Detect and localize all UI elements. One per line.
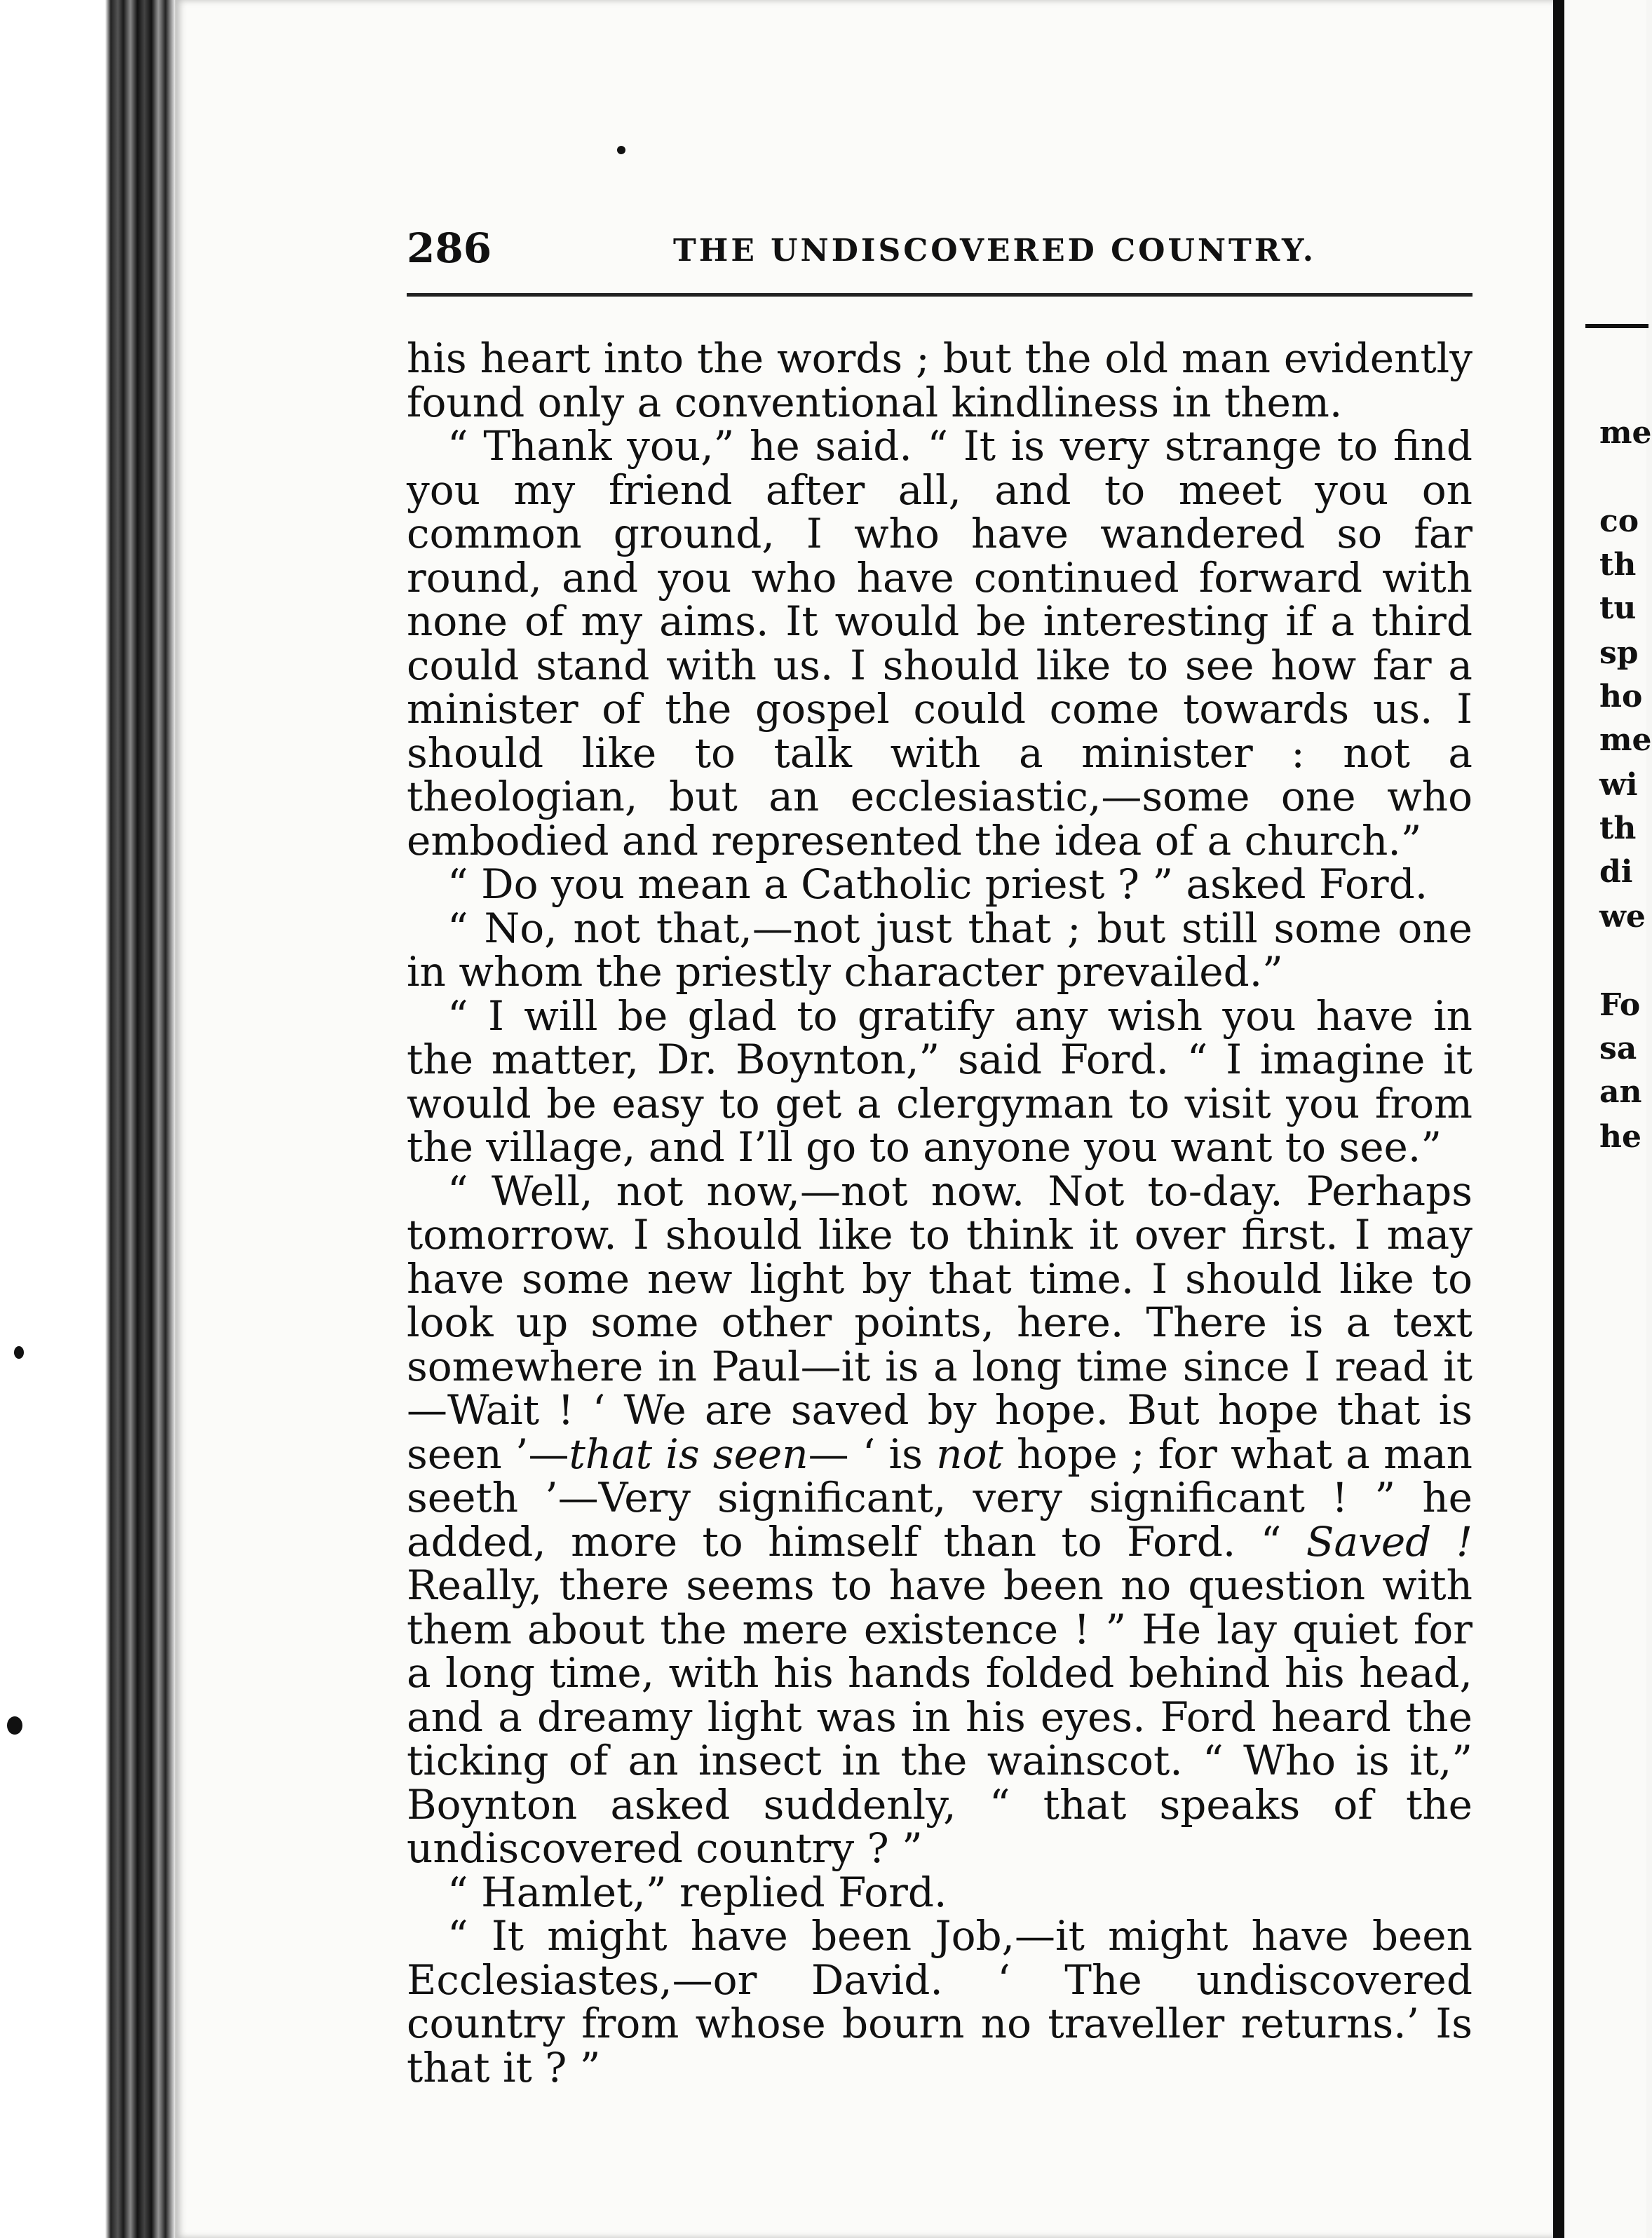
text-run: Really, there seems to have been no question with them about the mere existence ! ” He lay quiet for a long time, with his hands folded behind his head, and a dreamy light was in his eyes. Ford heard the ticking of an insect in the wainscot. “ Who is it,” Boynton asked suddenly, “ that speaks of the undiscovered country ? ” bbox=[407, 1561, 1472, 1872]
facing-page-fragment: tu bbox=[1599, 590, 1637, 626]
page-header bbox=[407, 224, 1472, 273]
italic-text: Saved ! bbox=[1306, 1517, 1473, 1566]
paragraph bbox=[407, 424, 1472, 862]
text-run: “ Well, not now,—not now. Not to-day. Perhaps tomorrow. I should like to think it over first. I may have some new light by that time. I should like to look up some other points, here. There is a text somewhere in Paul—it is a long time since I read it—Wait ! ‘ We are saved by hope. But hope that is seen ’— bbox=[407, 1167, 1472, 1478]
text-run: “ It might have been Job,—it might have been Ecclesiastes,—or David. ‘ The undiscovered country from whose bourn no traveller returns.’ Is that it ? ” bbox=[407, 1912, 1472, 2091]
paragraph bbox=[407, 1868, 1472, 1916]
paragraph bbox=[407, 334, 1472, 426]
facing-page-fragment: me bbox=[1599, 415, 1652, 451]
page-edge-shadow bbox=[1553, 0, 1564, 2238]
paragraph bbox=[407, 1914, 1472, 2089]
text-run: hope ; for what a man seeth ’—Very significant, very significant ! ” he added, more to himself than to Ford. “ bbox=[407, 1430, 1473, 1566]
facing-page-fragment: th bbox=[1599, 811, 1637, 846]
facing-page-fragment: Fo bbox=[1599, 987, 1641, 1023]
text-run: “ Hamlet,” replied Ford. bbox=[447, 1868, 947, 1916]
facing-page-fragment: sa bbox=[1599, 1031, 1637, 1066]
text-run: “ Thank you,” he said. “ It is very strange to find you my friend after all, and to meet you on common ground, I who have wandered so far round, and you who have continued forward with none of my aims. It would be interesting if a third could stand with us. I should like to see how far a minister of the gospel could come towards us. I should like to talk with a minister : not a theologian, but an ecclesiastic,—some one who embodied and represented the idea of a church.” bbox=[407, 422, 1472, 864]
facing-page-fragment: sp bbox=[1599, 635, 1639, 671]
facing-page-fragment: di bbox=[1599, 854, 1633, 890]
text-run: “ Do you mean a Catholic priest ? ” asked Ford. bbox=[447, 860, 1428, 908]
body-text bbox=[407, 334, 1473, 2091]
paragraph bbox=[407, 904, 1472, 996]
facing-page-fragment: he bbox=[1599, 1119, 1641, 1155]
facing-page-fragment: an bbox=[1599, 1074, 1642, 1110]
ink-speck bbox=[617, 146, 625, 154]
ink-speck bbox=[14, 1346, 24, 1359]
facing-page-fragment: ho bbox=[1599, 679, 1643, 714]
text-run: “ I will be glad to gratify any wish you have in the matter, Dr. Boynton,” said Ford. “ I imagine it would be easy to get a clergyman to visit you from the village, and I’ll go to anyone you want to see.” bbox=[407, 991, 1472, 1171]
italic-text: that is seen bbox=[569, 1430, 808, 1478]
facing-page-rule bbox=[1585, 324, 1648, 328]
facing-page-fragment: me bbox=[1599, 722, 1652, 758]
book-binding-gutter bbox=[0, 0, 175, 2238]
italic-text: not bbox=[936, 1430, 1003, 1478]
facing-page-fragment: co bbox=[1599, 503, 1639, 539]
ink-speck bbox=[7, 1716, 22, 1735]
paragraph bbox=[407, 862, 1472, 907]
header-rule bbox=[407, 293, 1472, 297]
facing-page-fragment: wi bbox=[1599, 767, 1638, 803]
page-number: 286 bbox=[407, 224, 492, 272]
paragraph bbox=[407, 1169, 1472, 1871]
text-run: his heart into the words ; but the old man evidently found only a conventional kindliness in them. bbox=[407, 334, 1472, 426]
text-run: — ‘ is bbox=[808, 1430, 937, 1478]
paragraph bbox=[407, 991, 1472, 1171]
text-run: “ No, not that,—not just that ; but still some one in whom the priestly character prevailed.” bbox=[407, 904, 1472, 996]
facing-page bbox=[1564, 0, 1652, 2238]
running-title: THE UNDISCOVERED COUNTRY. bbox=[673, 233, 1317, 269]
facing-page-fragment: we bbox=[1599, 899, 1646, 935]
facing-page-fragment: th bbox=[1599, 547, 1637, 583]
